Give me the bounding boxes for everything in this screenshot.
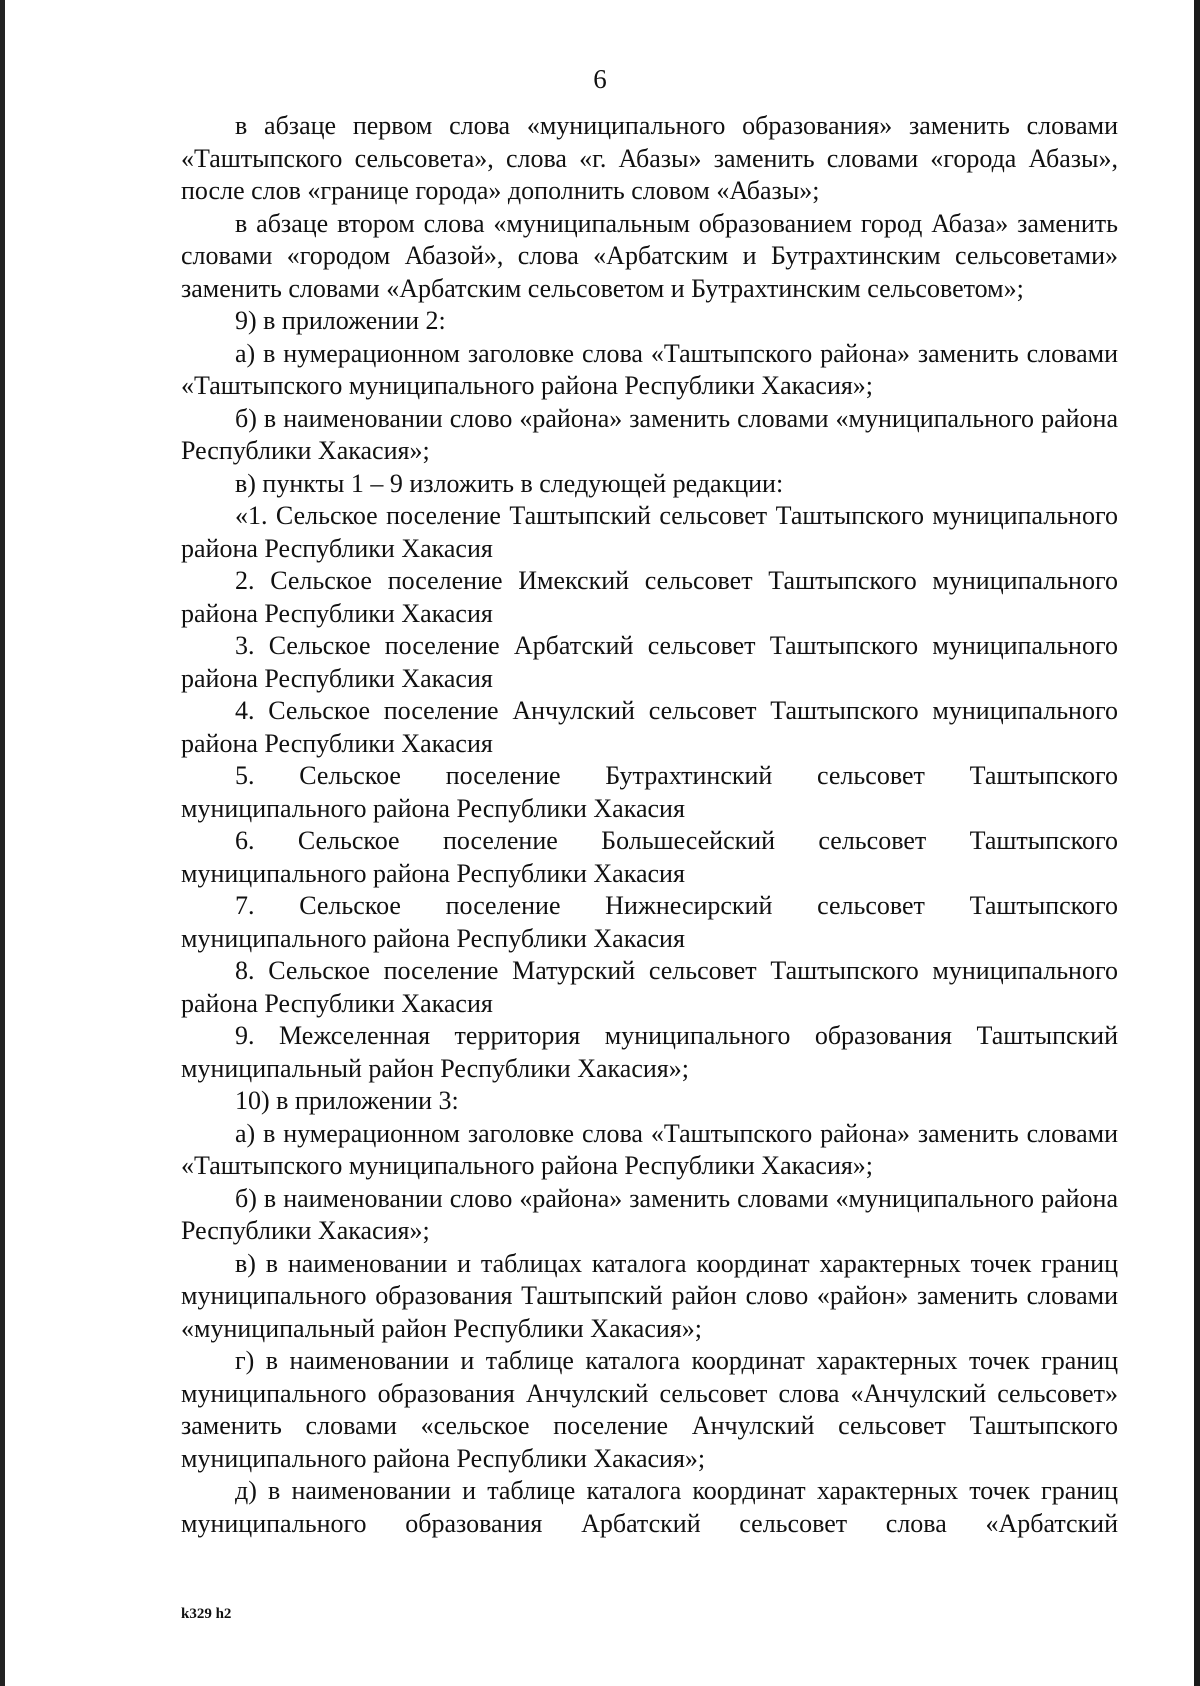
paragraph: б) в наименовании слово «района» заменить словами «муниципального района Республики Хакасия»;: [181, 1183, 1118, 1245]
footer-code: k329 h2: [181, 1606, 232, 1622]
page-number: 6: [593, 64, 607, 94]
paragraph: в абзаце первом слова «муниципального образования» заменить словами «Таштыпского сельсовета», слова «г. Абазы» заменить словами «города Абазы», после слов «границе города» дополнить словом «Абазы»;: [181, 111, 1118, 205]
scan-edge-left: [0, 0, 5, 1686]
paragraph: в) в наименовании и таблицах каталога координат характерных точек границ муниципального образования Таштыпский район слово «район» заменить словами «муниципальный район Республики Хакасия»;: [181, 1248, 1118, 1343]
list-item: 5. Сельское поселение Бутрахтинский сельсовет Таштыпского муниципального района Республики Хакасия: [181, 761, 1118, 823]
paragraph: в абзаце втором слова «муниципальным образованием город Абаза» заменить словами «городом Абазой», слова «Арбатским и Бутрахтинским сельсоветами» заменить словами «Арбатским сельсоветом и Бутрахтинским сельсоветом»;: [181, 208, 1118, 303]
list-item: 4. Сельское поселение Анчулский сельсовет Таштыпского муниципального района Республики Хакасия: [181, 696, 1118, 758]
scan-edge-right: [1194, 0, 1200, 1686]
list-item: 9. Межселенная территория муниципального образования Таштыпский муниципальный район Республики Хакасия»;: [181, 1021, 1118, 1083]
paragraph: а) в нумерационном заголовке слова «Таштыпского района» заменить словами «Таштыпского муниципального района Республики Хакасия»;: [181, 1118, 1118, 1180]
paragraph: 9) в приложении 2:: [235, 306, 446, 335]
list-item: «1. Сельское поселение Таштыпский сельсовет Таштыпского муниципального района Республики Хакасия: [181, 501, 1118, 563]
paragraph: г) в наименовании и таблице каталога координат характерных точек границ муниципального образования Анчулский сельсовет слова «Анчулский сельсовет» заменить словами «сельское поселение Анчулский сельсовет Таштыпского муниципального района Республики Хакасия»;: [181, 1346, 1118, 1473]
list-item: 7. Сельское поселение Нижнесирский сельсовет Таштыпского муниципального района Республики Хакасия: [181, 891, 1118, 953]
paragraph: б) в наименовании слово «района» заменить словами «муниципального района Республики Хакасия»;: [181, 403, 1118, 465]
list-item: 3. Сельское поселение Арбатский сельсовет Таштыпского муниципального района Республики Хакасия: [181, 631, 1118, 693]
paragraph: а) в нумерационном заголовке слова «Таштыпского района» заменить словами «Таштыпского муниципального района Республики Хакасия»;: [181, 338, 1118, 400]
paragraph: д) в наименовании и таблице каталога координат характерных точек границ муниципального образования Арбатский сельсовет слова «Арбатский: [181, 1476, 1118, 1538]
document-body: [181, 110, 1118, 1540]
list-item: 6. Сельское поселение Большесейский сельсовет Таштыпского муниципального района Республики Хакасия: [181, 826, 1118, 888]
paragraph: 10) в приложении 3:: [235, 1086, 459, 1115]
paragraph: в) пункты 1 – 9 изложить в следующей редакции:: [235, 468, 784, 498]
list-item: 2. Сельское поселение Имекский сельсовет Таштыпского муниципального района Республики Хакасия: [181, 566, 1118, 628]
list-item: 8. Сельское поселение Матурский сельсовет Таштыпского муниципального района Республики Хакасия: [181, 956, 1118, 1018]
